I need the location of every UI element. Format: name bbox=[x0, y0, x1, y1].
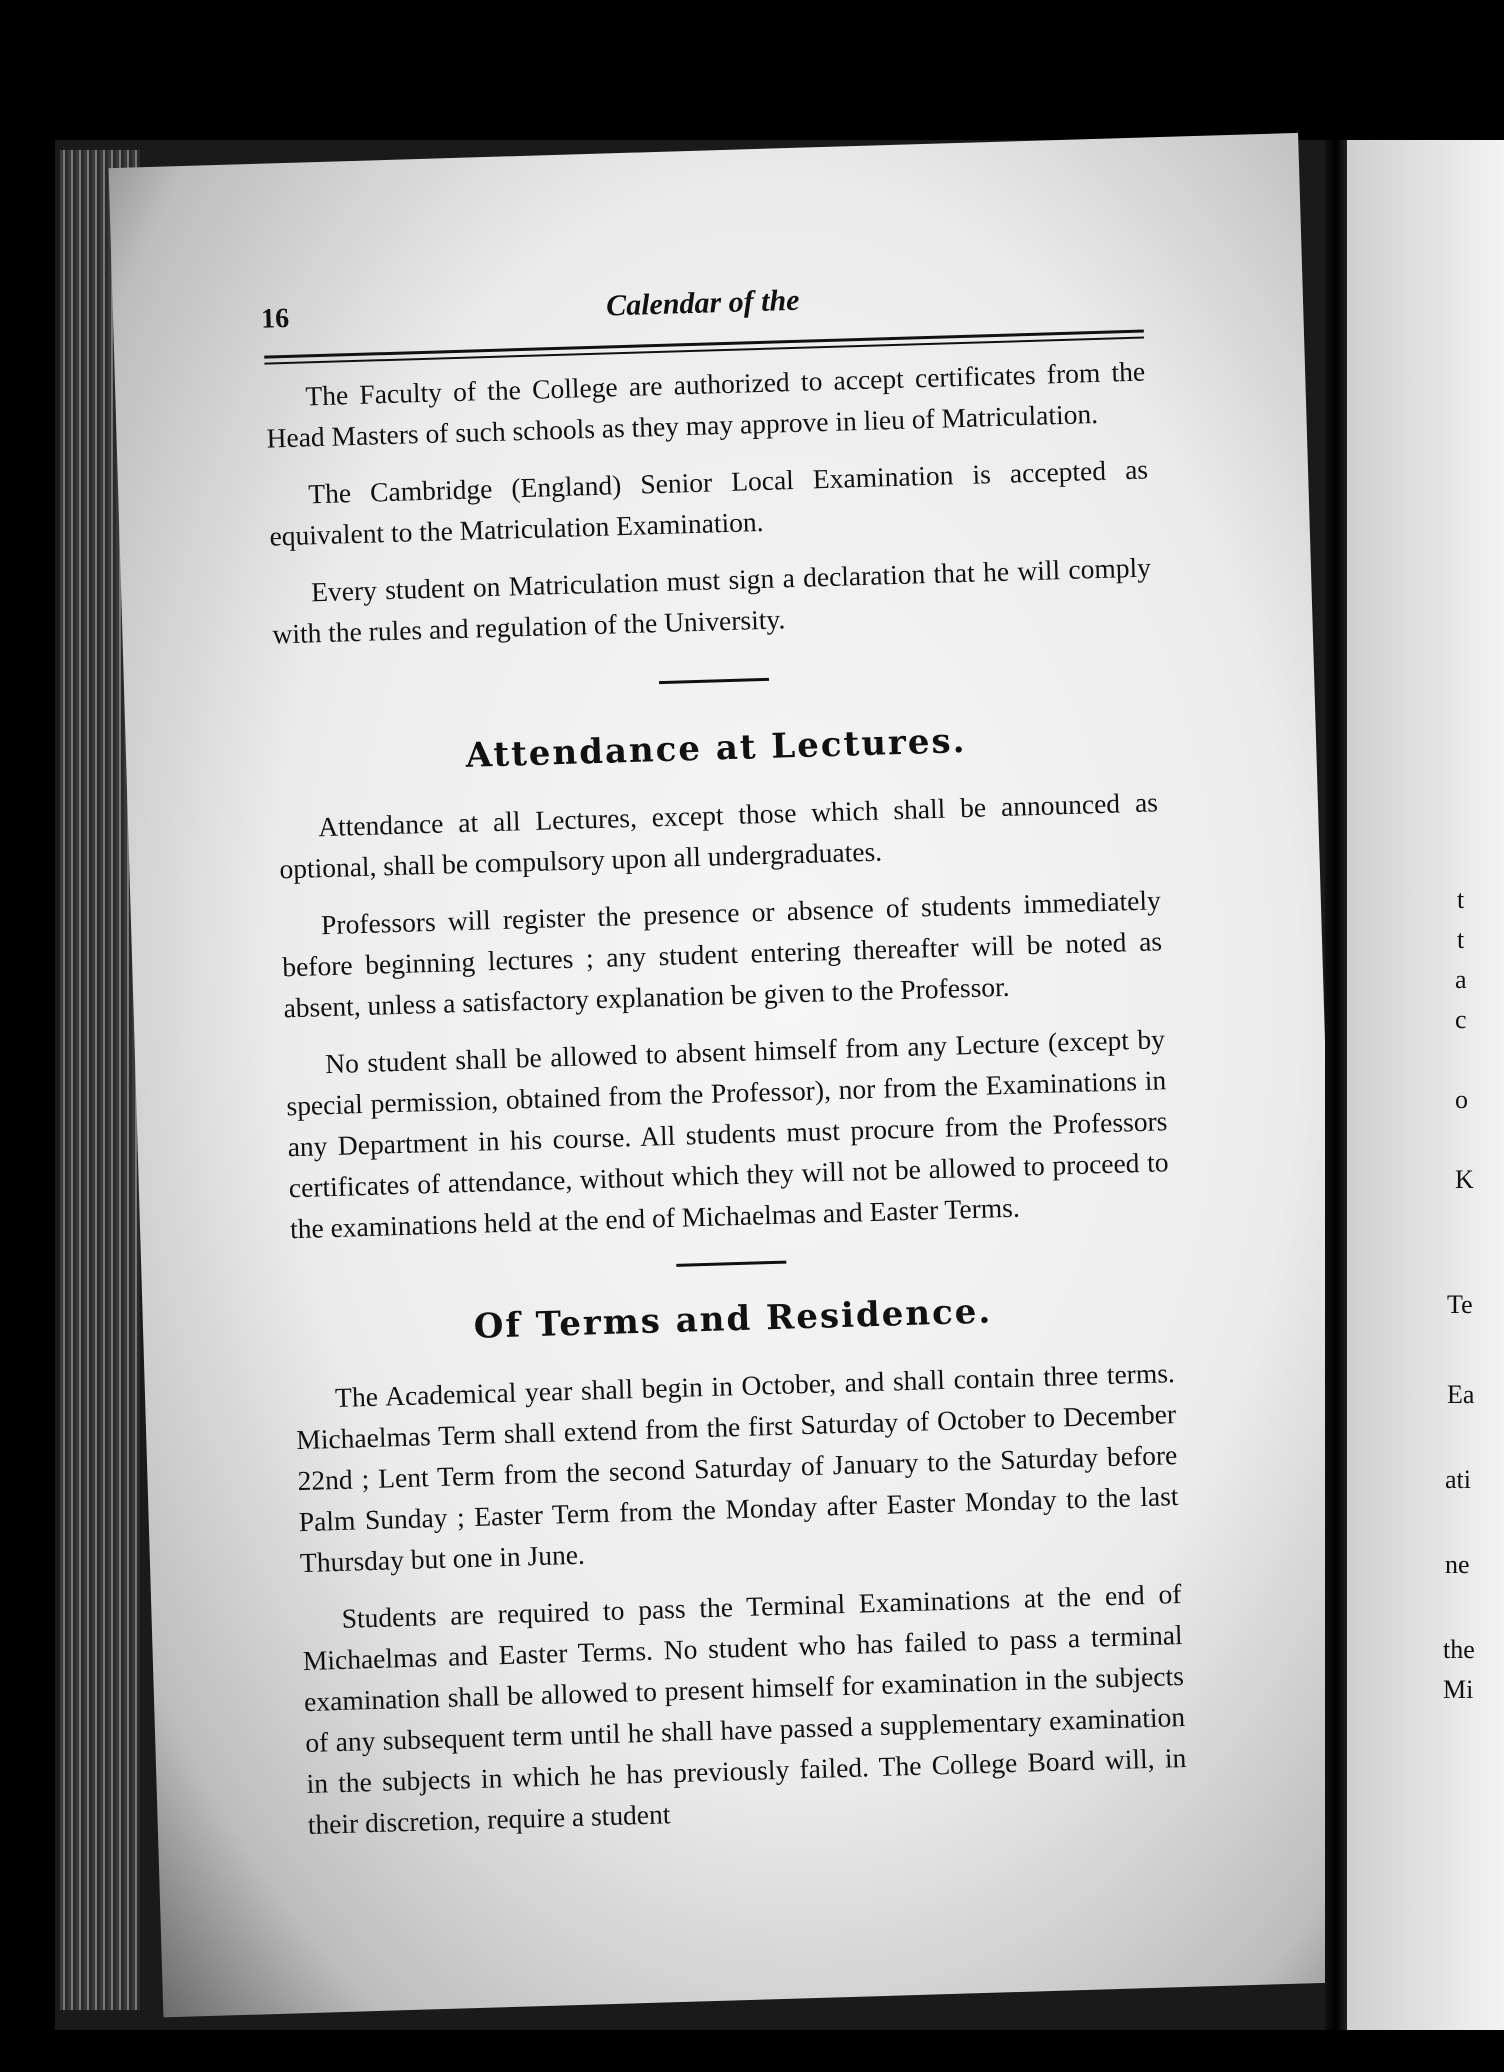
page bbox=[109, 133, 1353, 2017]
paragraph: Attendance at all Lectures, except those which shall be announced as optional, shall be compulsory upon all undergraduates. bbox=[278, 786, 1159, 885]
section-divider bbox=[659, 678, 769, 684]
fragment-text: a bbox=[1455, 965, 1467, 994]
paragraph: No student shall be allowed to absent himself from any Lecture (except by special permission, obtained from the Professor), nor from the Examinations in any Department in his course. All students must procure from the Professors certificates of attendance, without which they will not be allowed to proceed to the examinations held at the end of Michaelmas and Easter Terms. bbox=[285, 1023, 1169, 1245]
paragraph: The Faculty of the College are authorized to accept certificates from the Head Masters of such schools as they may approve in lieu of Matriculation. bbox=[266, 355, 1146, 454]
fragment-text: ne bbox=[1445, 1550, 1470, 1579]
fragment-text: K bbox=[1455, 1165, 1474, 1194]
fragment-text: t bbox=[1457, 925, 1465, 954]
fragment-text: Te bbox=[1447, 1290, 1473, 1319]
fragment-text: ati bbox=[1445, 1465, 1471, 1494]
facing-page-fragment bbox=[1347, 140, 1504, 2030]
page-header bbox=[262, 268, 1143, 342]
paragraph: Students are required to pass the Terminal Examinations at the end of Michaelmas and Easter Terms. No student who has failed to pass a terminal examination shall be allowed to present himself for examination in the subjects of any subsequent term until he shall have passed a supplementary examination in the subjects in which he has previously failed. The College Board will, in their discretion, require a student bbox=[302, 1578, 1187, 1841]
fragment-text: t bbox=[1457, 885, 1465, 914]
book-spine bbox=[1325, 140, 1347, 2030]
fragment-text: the bbox=[1443, 1635, 1475, 1664]
paragraph: Every student on Matriculation must sign a declaration that he will comply with the rules and regulation of the University. bbox=[271, 551, 1152, 650]
paragraph: The Cambridge (England) Senior Local Examination is accepted as equivalent to the Matriculation Examination. bbox=[269, 453, 1149, 552]
section-heading-terms: Of Terms and Residence. bbox=[473, 1291, 993, 1347]
page-number: 16 bbox=[260, 302, 290, 335]
paragraph: The Academical year shall begin in October, and shall contain three terms. Michaelmas Term shall extend from the first Saturday of October to December 22nd ; Lent Term from the second Saturday of January to the Saturday before Palm Sunday ; Easter Term from the Monday after Easter Monday to the last Thursday but one in June. bbox=[295, 1357, 1179, 1579]
running-head: Calendar of the bbox=[605, 283, 800, 323]
page-content bbox=[262, 268, 1188, 1861]
paragraph: Professors will register the presence or absence of students immediately before beginning lectures ; any student entering thereafter will be noted as absent, unless a satisfactory explanation be given to the Professor. bbox=[281, 884, 1163, 1024]
fragment-text: c bbox=[1455, 1005, 1467, 1034]
section-heading-attendance: Attendance at Lectures. bbox=[465, 721, 968, 776]
fragment-text: Mi bbox=[1443, 1675, 1474, 1704]
fragment-text: Ea bbox=[1447, 1380, 1475, 1409]
fragment-text: o bbox=[1455, 1085, 1468, 1114]
section-divider bbox=[676, 1261, 786, 1267]
